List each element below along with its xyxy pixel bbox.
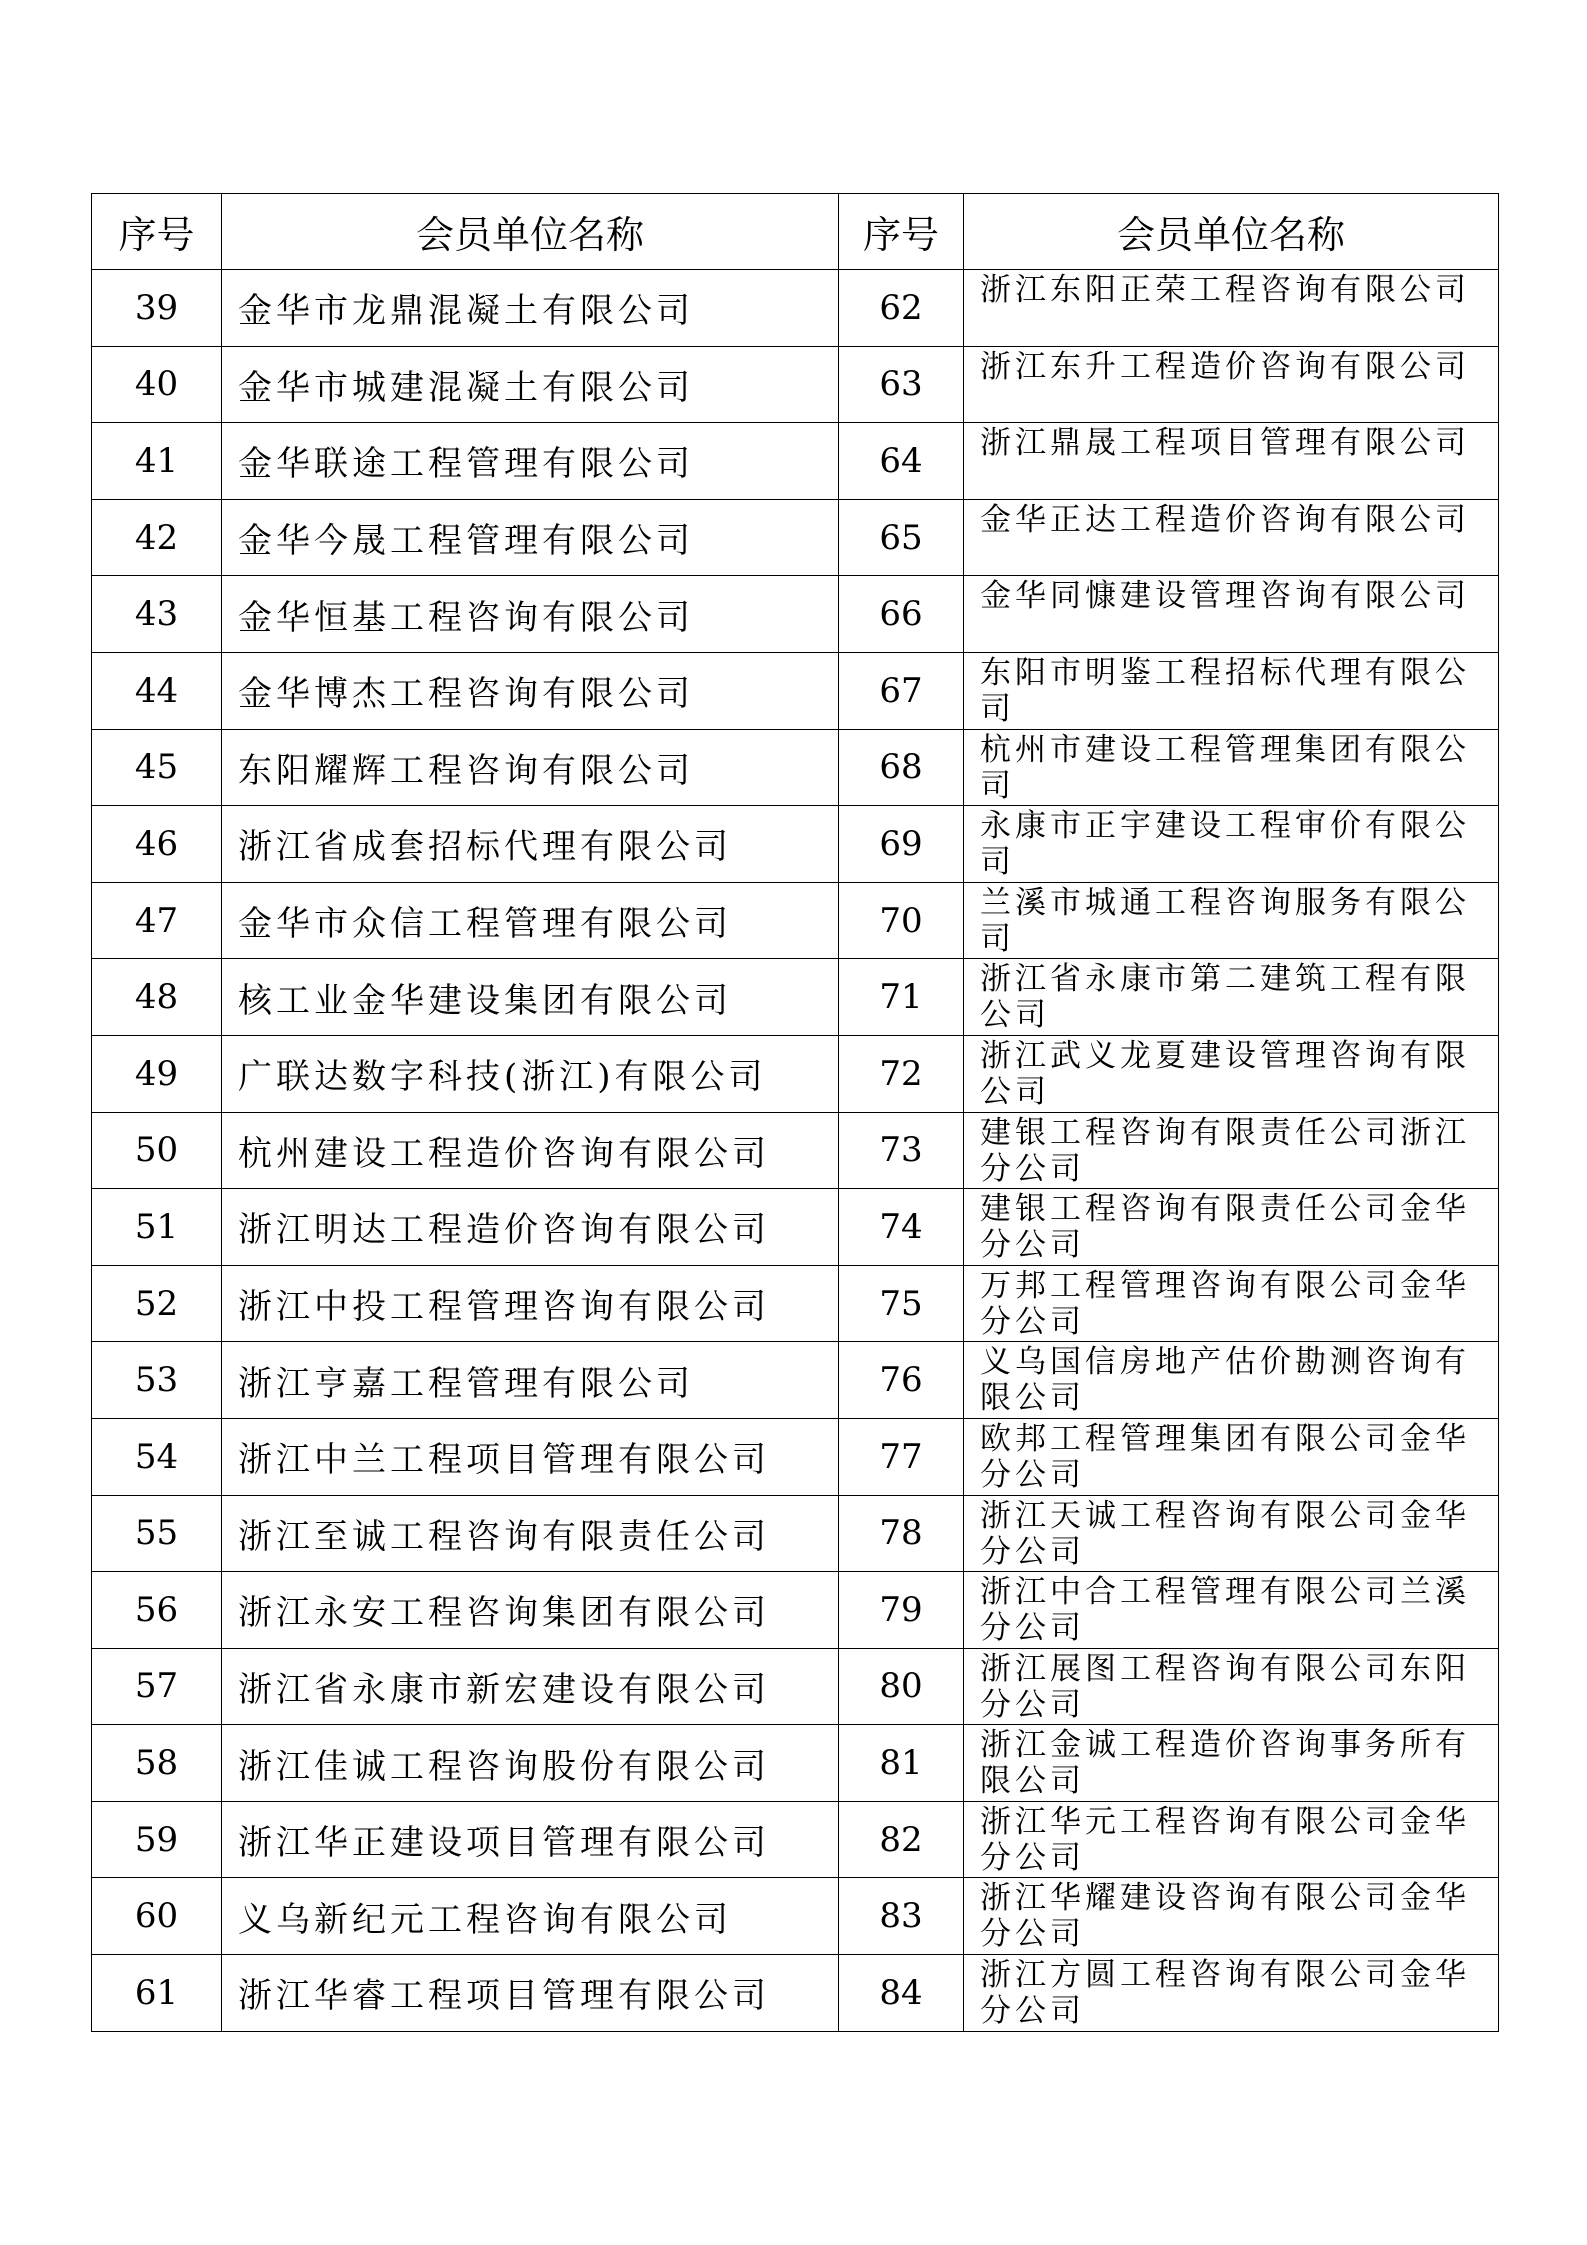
member-name-right: 浙江东升工程造价咨询有限公司 [964,346,1499,423]
member-name-right: 浙江省永康市第二建筑工程有限公司 [964,959,1499,1036]
table-row [92,1495,1499,1572]
row-number-right: 79 [839,1572,964,1649]
table-row [92,1725,1499,1802]
member-name-right: 浙江方圆工程咨询有限公司金华分公司 [964,1955,1499,2032]
row-number-left: 61 [92,1955,222,2032]
table-row [92,1265,1499,1342]
member-name-right: 金华正达工程造价咨询有限公司 [964,499,1499,576]
row-number-right: 81 [839,1725,964,1802]
member-name-right: 金华同慷建设管理咨询有限公司 [964,576,1499,653]
member-name-left: 广联达数字科技(浙江)有限公司 [222,1035,839,1112]
member-name-right: 义乌国信房地产估价勘测咨询有限公司 [964,1342,1499,1419]
member-name-right: 浙江华耀建设咨询有限公司金华分公司 [964,1878,1499,1955]
row-number-left: 52 [92,1265,222,1342]
member-name-left: 东阳耀辉工程咨询有限公司 [222,729,839,806]
member-name-left: 金华市城建混凝土有限公司 [222,346,839,423]
row-number-right: 69 [839,806,964,883]
row-number-left: 46 [92,806,222,883]
member-name-right: 浙江中合工程管理有限公司兰溪分公司 [964,1572,1499,1649]
header-number-right: 序号 [839,194,964,270]
member-name-right: 浙江鼎晟工程项目管理有限公司 [964,423,1499,500]
row-number-right: 64 [839,423,964,500]
member-name-left: 浙江亨嘉工程管理有限公司 [222,1342,839,1419]
table-row [92,1112,1499,1189]
row-number-left: 50 [92,1112,222,1189]
row-number-left: 45 [92,729,222,806]
row-number-right: 72 [839,1035,964,1112]
row-number-right: 68 [839,729,964,806]
member-name-right: 杭州市建设工程管理集团有限公司 [964,729,1499,806]
member-name-left: 浙江华睿工程项目管理有限公司 [222,1955,839,2032]
member-name-left: 核工业金华建设集团有限公司 [222,959,839,1036]
row-number-left: 51 [92,1189,222,1266]
row-number-right: 84 [839,1955,964,2032]
row-number-left: 49 [92,1035,222,1112]
table-row [92,882,1499,959]
row-number-left: 53 [92,1342,222,1419]
table-row [92,652,1499,729]
member-name-right: 浙江金诚工程造价咨询事务所有限公司 [964,1725,1499,1802]
member-name-left: 义乌新纪元工程咨询有限公司 [222,1878,839,1955]
member-name-left: 杭州建设工程造价咨询有限公司 [222,1112,839,1189]
member-name-left: 金华今晟工程管理有限公司 [222,499,839,576]
row-number-right: 76 [839,1342,964,1419]
member-name-left: 浙江中投工程管理咨询有限公司 [222,1265,839,1342]
table-row [92,806,1499,883]
member-name-left: 浙江永安工程咨询集团有限公司 [222,1572,839,1649]
header-name-left: 会员单位名称 [222,194,839,270]
row-number-right: 66 [839,576,964,653]
table-row [92,423,1499,500]
member-name-left: 浙江华正建设项目管理有限公司 [222,1801,839,1878]
row-number-left: 60 [92,1878,222,1955]
row-number-left: 54 [92,1418,222,1495]
row-number-right: 73 [839,1112,964,1189]
table-row [92,1572,1499,1649]
member-name-right: 浙江天诚工程咨询有限公司金华分公司 [964,1495,1499,1572]
member-name-right: 建银工程咨询有限责任公司金华分公司 [964,1189,1499,1266]
row-number-right: 82 [839,1801,964,1878]
table-row [92,959,1499,1036]
member-name-right: 浙江华元工程咨询有限公司金华分公司 [964,1801,1499,1878]
row-number-left: 48 [92,959,222,1036]
header-number-left: 序号 [92,194,222,270]
row-number-left: 59 [92,1801,222,1878]
row-number-right: 62 [839,270,964,347]
row-number-right: 63 [839,346,964,423]
row-number-right: 71 [839,959,964,1036]
table-row [92,1648,1499,1725]
member-name-left: 浙江中兰工程项目管理有限公司 [222,1418,839,1495]
member-name-right: 浙江展图工程咨询有限公司东阳分公司 [964,1648,1499,1725]
row-number-right: 75 [839,1265,964,1342]
member-name-left: 金华博杰工程咨询有限公司 [222,652,839,729]
row-number-right: 67 [839,652,964,729]
member-name-left: 金华市龙鼎混凝土有限公司 [222,270,839,347]
row-number-left: 47 [92,882,222,959]
member-name-right: 建银工程咨询有限责任公司浙江分公司 [964,1112,1499,1189]
row-number-left: 57 [92,1648,222,1725]
table-row [92,1418,1499,1495]
table-row [92,1878,1499,1955]
member-name-right: 东阳市明鉴工程招标代理有限公司 [964,652,1499,729]
table-row [92,346,1499,423]
member-name-left: 金华恒基工程咨询有限公司 [222,576,839,653]
member-name-left: 浙江佳诚工程咨询股份有限公司 [222,1725,839,1802]
member-name-right: 浙江东阳正荣工程咨询有限公司 [964,270,1499,347]
row-number-left: 58 [92,1725,222,1802]
member-unit-table [91,193,1499,2032]
row-number-right: 83 [839,1878,964,1955]
row-number-right: 74 [839,1189,964,1266]
table-body [92,270,1499,2032]
row-number-right: 80 [839,1648,964,1725]
header-name-right: 会员单位名称 [964,194,1499,270]
table-row [92,576,1499,653]
member-name-right: 浙江武义龙夏建设管理咨询有限公司 [964,1035,1499,1112]
row-number-left: 55 [92,1495,222,1572]
member-name-right: 欧邦工程管理集团有限公司金华分公司 [964,1418,1499,1495]
row-number-left: 43 [92,576,222,653]
member-name-right: 万邦工程管理咨询有限公司金华分公司 [964,1265,1499,1342]
member-name-right: 永康市正宇建设工程审价有限公司 [964,806,1499,883]
table-row [92,1035,1499,1112]
member-name-left: 浙江省成套招标代理有限公司 [222,806,839,883]
table-row [92,1955,1499,2032]
row-number-right: 65 [839,499,964,576]
row-number-left: 41 [92,423,222,500]
row-number-left: 56 [92,1572,222,1649]
table-row [92,1342,1499,1419]
member-name-left: 金华市众信工程管理有限公司 [222,882,839,959]
table-row [92,1801,1499,1878]
row-number-right: 77 [839,1418,964,1495]
member-name-left: 金华联途工程管理有限公司 [222,423,839,500]
member-name-right: 兰溪市城通工程咨询服务有限公司 [964,882,1499,959]
member-name-left: 浙江明达工程造价咨询有限公司 [222,1189,839,1266]
row-number-left: 44 [92,652,222,729]
table-row [92,270,1499,347]
row-number-right: 78 [839,1495,964,1572]
row-number-left: 39 [92,270,222,347]
member-name-left: 浙江省永康市新宏建设有限公司 [222,1648,839,1725]
header-row [92,194,1499,270]
table-row [92,1189,1499,1266]
table-row [92,499,1499,576]
member-name-left: 浙江至诚工程咨询有限责任公司 [222,1495,839,1572]
row-number-right: 70 [839,882,964,959]
row-number-left: 42 [92,499,222,576]
table-row [92,729,1499,806]
row-number-left: 40 [92,346,222,423]
